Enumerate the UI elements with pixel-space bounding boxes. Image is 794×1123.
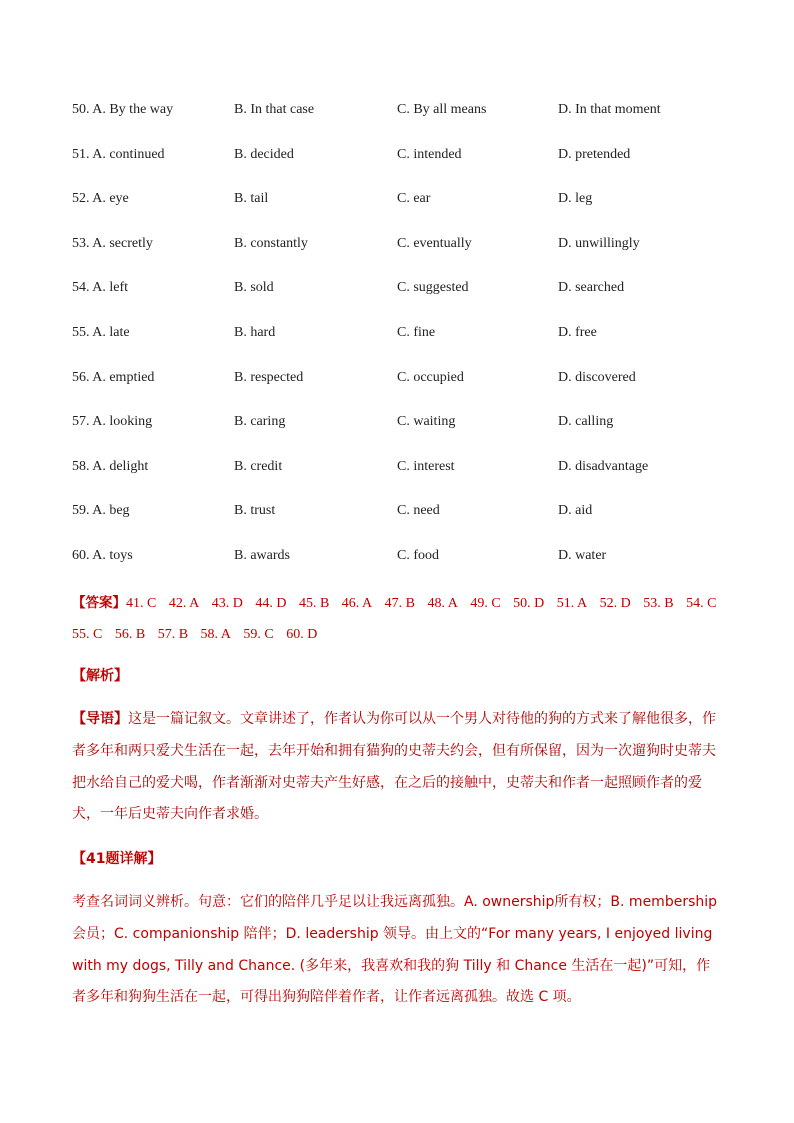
option-a: 58. A. delight (72, 458, 149, 474)
question-row (72, 98, 752, 143)
option-b: B. tail (234, 191, 269, 207)
option-d: D. In that moment (558, 102, 661, 117)
question-row (72, 321, 752, 366)
option-b: B. In that case (234, 102, 315, 117)
answer-item: 44. D (255, 596, 287, 611)
answer-item: 58. A (200, 627, 231, 642)
option-b: B. constantly (234, 235, 308, 251)
answer-item: 49. C (470, 596, 501, 611)
question-row (72, 232, 752, 277)
option-c: C. By all means (397, 102, 487, 117)
answer-item: 60. D (286, 627, 318, 642)
analysis-heading: 【解析】 (72, 668, 128, 684)
answer-item: 42. A (168, 596, 200, 611)
option-a: 57. A. looking (72, 414, 153, 430)
option-c: C. intended (397, 146, 462, 162)
answer-item: 41. C (126, 596, 157, 611)
option-b: B. awards (234, 547, 290, 563)
option-d: D. calling (558, 414, 614, 430)
answer-item: 59. C (243, 627, 274, 642)
guide-label: 【导语】 (72, 711, 128, 727)
answer-item: 46. A (341, 596, 373, 611)
answer-item: 47. B (384, 596, 415, 611)
question-row (72, 410, 752, 455)
question-row (72, 499, 752, 544)
option-a: 51. A. continued (72, 146, 165, 162)
q41-explanation: 考查名词词义辨析。句意：它们的陪伴几乎足以让我远离孤独。A. ownership所有权；B. membership 会员；C. companionship 陪伴；D. leadership 领导。由上文的“For many years, I enjoyed living with my dogs, Tilly and Chance. (多年来，我喜欢和我的狗 Tilly 和 Chance 生活在一起)”可知，作者多年和狗狗生活在一起，可得出狗狗陪伴着作者，让作者远离孤独。故选 C 项。 (72, 894, 718, 1006)
answer-item: 56. B (114, 627, 146, 642)
answer-item: 51. A (556, 596, 588, 611)
answer-item: 50. D (513, 596, 545, 611)
option-a: 55. A. late (72, 324, 130, 340)
option-c: C. occupied (397, 369, 464, 385)
option-c: C. interest (397, 458, 455, 474)
option-a: 50. A. By the way (72, 102, 174, 117)
guide-text: 这是一篇记叙文。文章讲述了，作者认为你可以从一个男人对待他的狗的方式来了解他很多，作者多年和两只爱犬生活在一起，去年开始和拥有猫狗的史蒂夫约会，但有所保留，因为一次遛狗时史蒂夫把水给自己的爱犬喝，作者渐渐对史蒂夫产生好感，在之后的接触中，史蒂夫和作者一起照顾作者的爱犬，一年后史蒂夫向作者求婚。 (72, 711, 716, 823)
option-a: 52. A. eye (72, 191, 129, 207)
option-c: C. waiting (397, 414, 456, 430)
option-c: C. fine (397, 324, 436, 340)
option-d: D. searched (558, 280, 625, 296)
question-row (72, 143, 752, 188)
option-b: B. respected (234, 369, 304, 385)
option-a: 54. A. left (72, 280, 128, 296)
option-b: B. hard (234, 324, 276, 340)
answer-key (72, 588, 752, 650)
answer-item: 43. D (211, 596, 243, 611)
option-d: D. pretended (558, 146, 631, 162)
answer-item: 52. D (599, 596, 631, 611)
option-c: C. ear (397, 191, 431, 207)
option-c: C. food (397, 547, 439, 563)
answer-item: 45. B (298, 596, 330, 611)
answer-item: 54. C (686, 596, 717, 611)
option-a: 56. A. emptied (72, 369, 155, 385)
option-b: B. decided (234, 146, 294, 162)
answer-item: 53. B (643, 596, 674, 611)
option-a: 53. A. secretly (72, 235, 153, 251)
answer-label: 【答案】 (72, 595, 126, 611)
answer-item: 48. A (427, 596, 458, 611)
option-b: B. trust (234, 503, 276, 519)
guide-paragraph (72, 704, 724, 831)
option-d: D. leg (558, 191, 593, 207)
option-d: D. unwillingly (558, 235, 640, 251)
question-row (72, 366, 752, 411)
option-a: 59. A. beg (72, 503, 130, 519)
question-row (72, 276, 752, 321)
option-d: D. discovered (558, 369, 636, 385)
question-row (72, 544, 752, 589)
option-c: C. need (397, 503, 440, 519)
option-a: 60. A. toys (72, 547, 133, 563)
option-b: B. credit (234, 458, 283, 474)
answer-item: 55. C (72, 627, 103, 642)
option-d: D. free (558, 324, 597, 340)
option-c: C. eventually (397, 235, 472, 251)
q41-heading: 【41题详解】 (72, 851, 162, 867)
answer-item: 57. B (157, 627, 189, 642)
question-row (72, 455, 752, 500)
option-c: C. suggested (397, 280, 469, 296)
option-d: D. disadvantage (558, 458, 649, 474)
option-b: B. caring (234, 414, 286, 430)
options-list (72, 98, 752, 589)
question-row (72, 187, 752, 232)
option-b: B. sold (234, 280, 274, 296)
option-d: D. water (558, 547, 607, 563)
option-d: D. aid (558, 503, 593, 519)
